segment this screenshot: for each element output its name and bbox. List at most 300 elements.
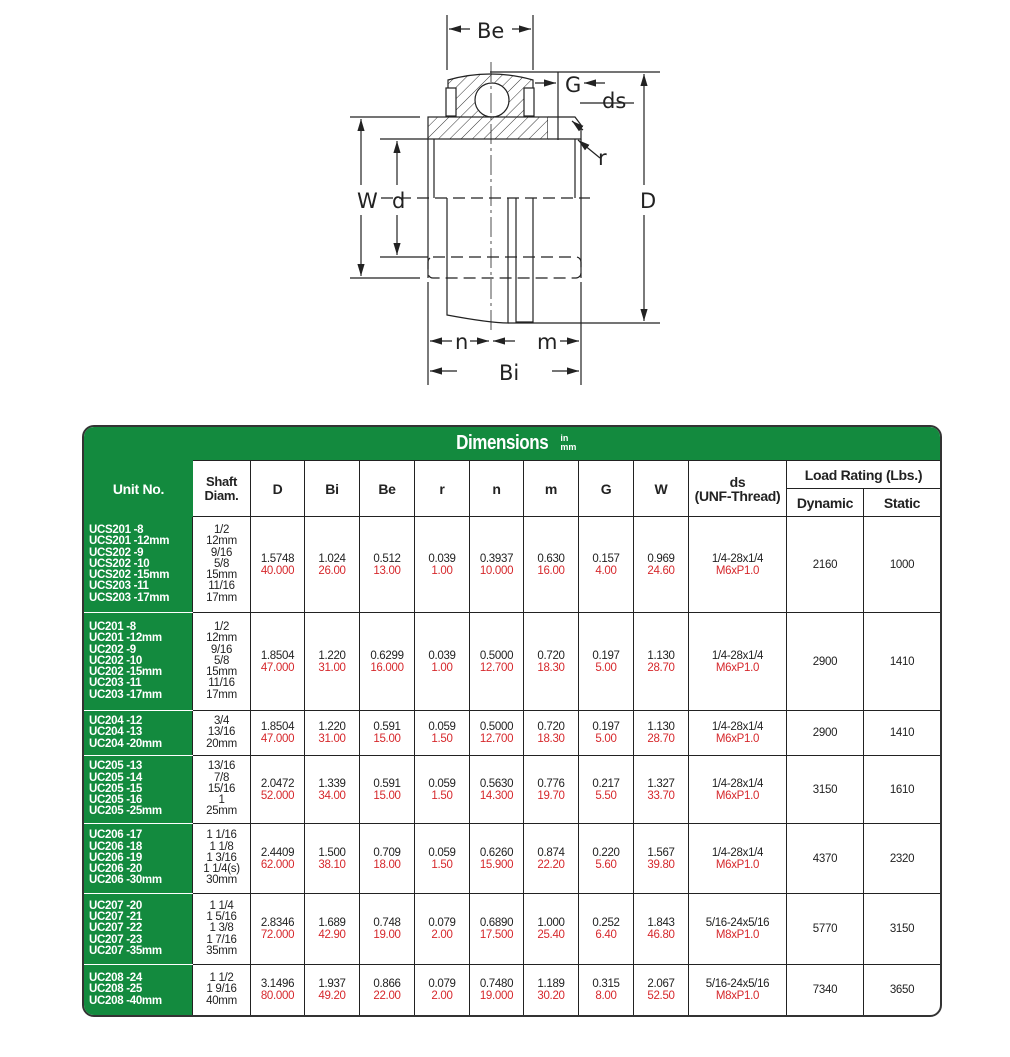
shaft-diam-cell bbox=[193, 965, 251, 1016]
cell-static: 1410 bbox=[864, 711, 941, 756]
value-mm: 33.70 bbox=[647, 789, 675, 802]
unit-no: UC202 -10 bbox=[89, 654, 142, 667]
value-inch: 0.059 bbox=[428, 721, 456, 733]
shaft-diam: 13/16 bbox=[207, 760, 236, 773]
unit-no: UC202 -9 bbox=[89, 643, 136, 656]
value-mm: 80.000 bbox=[260, 990, 295, 1002]
ds-unf: 1/4-28x1/4 bbox=[711, 777, 764, 790]
value-inch: 2.067 bbox=[647, 978, 675, 990]
cell-dynamic: 2900 bbox=[787, 711, 864, 756]
cell-Bi bbox=[305, 894, 360, 965]
cell-m bbox=[524, 711, 579, 756]
cell-n bbox=[470, 824, 524, 894]
cell-Bi bbox=[305, 965, 360, 1016]
unit-no: UC204 -13 bbox=[89, 726, 142, 739]
value-mm: 25.40 bbox=[537, 929, 565, 941]
cell-r bbox=[415, 894, 470, 965]
value-inch: 1.689 bbox=[318, 917, 346, 929]
value-mm: 16.000 bbox=[370, 661, 404, 674]
shaft-diam: 1/2 bbox=[213, 524, 230, 537]
value-mm: 47.000 bbox=[260, 661, 295, 674]
unit-no: UC204 -12 bbox=[89, 715, 142, 728]
value-mm: 72.000 bbox=[260, 929, 295, 941]
unit-no: UC205 -13 bbox=[89, 760, 142, 773]
label-Be: Be bbox=[477, 19, 505, 43]
shaft-diam: 9/16 bbox=[210, 643, 233, 656]
header-n: n bbox=[470, 461, 524, 517]
unit-no: UC205 -14 bbox=[89, 771, 142, 784]
cell-W bbox=[634, 824, 689, 894]
value-inch: 0.874 bbox=[537, 846, 565, 859]
value-inch: 1.220 bbox=[318, 721, 346, 733]
cell-W bbox=[634, 711, 689, 756]
cell-r bbox=[415, 824, 470, 894]
value-mm: 15.00 bbox=[373, 733, 401, 745]
shaft-diam: 5/8 bbox=[213, 654, 230, 667]
header-dynamic: Dynamic bbox=[787, 489, 864, 517]
cell-n bbox=[470, 756, 524, 824]
value-inch: 1.130 bbox=[647, 721, 675, 733]
value-mm: 12.700 bbox=[479, 661, 514, 674]
value-inch: 1.937 bbox=[318, 978, 346, 990]
shaft-diam: 15/16 bbox=[207, 782, 236, 795]
unit-no: UC205 -16 bbox=[89, 794, 142, 807]
cell-W bbox=[634, 517, 689, 613]
ds-unf: 5/16-24x5/16 bbox=[705, 917, 770, 929]
value-mm: 10.000 bbox=[479, 564, 514, 577]
shaft-diam: 30mm bbox=[206, 874, 237, 887]
cell-m bbox=[524, 517, 579, 613]
shaft-diam: 1/2 bbox=[213, 621, 230, 634]
value-inch: 0.079 bbox=[428, 917, 456, 929]
cell-G bbox=[579, 517, 634, 613]
cell-n bbox=[470, 711, 524, 756]
value-inch: 2.4409 bbox=[260, 846, 295, 859]
value-mm: 2.00 bbox=[431, 929, 453, 941]
value-mm: 1.00 bbox=[431, 564, 453, 577]
unit-no: UC208 -40mm bbox=[89, 994, 162, 1007]
ds-unf: 1/4-28x1/4 bbox=[711, 649, 764, 662]
value-inch: 1.843 bbox=[647, 917, 675, 929]
value-inch: 0.252 bbox=[592, 917, 620, 929]
cell-D bbox=[251, 756, 305, 824]
value-inch: 0.6299 bbox=[370, 649, 404, 662]
cell-static: 3650 bbox=[864, 965, 941, 1016]
shaft-diam: 25mm bbox=[206, 805, 237, 818]
cell-Be bbox=[360, 711, 415, 756]
value-mm: 15.900 bbox=[479, 858, 514, 871]
value-inch: 0.5630 bbox=[479, 777, 514, 790]
value-mm: 16.00 bbox=[537, 564, 565, 577]
cell-D bbox=[251, 517, 305, 613]
value-inch: 3.1496 bbox=[260, 978, 295, 990]
table-title: Dimensions bbox=[455, 432, 548, 454]
table-row bbox=[85, 517, 941, 613]
unit-no: UCS203 -17mm bbox=[89, 591, 170, 604]
shaft-diam: 5/8 bbox=[213, 557, 230, 570]
ds-metric: M6xP1.0 bbox=[715, 661, 760, 674]
value-inch: 0.059 bbox=[428, 777, 456, 790]
value-inch: 0.720 bbox=[537, 721, 565, 733]
shaft-diam-cell bbox=[193, 517, 251, 613]
shaft-diam: 1 1/2 bbox=[209, 972, 234, 985]
shaft-diam: 3/4 bbox=[213, 715, 230, 728]
header-r: r bbox=[415, 461, 470, 517]
value-mm: 22.20 bbox=[537, 858, 565, 871]
seal-left bbox=[446, 88, 456, 116]
value-inch: 1.000 bbox=[537, 917, 565, 929]
value-inch: 1.500 bbox=[318, 846, 346, 859]
cell-G bbox=[579, 965, 634, 1016]
label-d: d bbox=[392, 189, 406, 213]
unit-no: UC207 -20 bbox=[89, 899, 142, 912]
value-mm: 52.000 bbox=[260, 789, 295, 802]
value-inch: 1.130 bbox=[647, 649, 675, 662]
value-mm: 18.00 bbox=[373, 858, 401, 871]
cell-Bi bbox=[305, 711, 360, 756]
unit-no: UC208 -25 bbox=[89, 983, 142, 996]
unit-no: UC207 -21 bbox=[89, 911, 142, 924]
header-unit-no: Unit No. bbox=[85, 461, 193, 517]
ds-metric: M6xP1.0 bbox=[715, 858, 760, 871]
label-G: G bbox=[565, 73, 582, 97]
value-mm: 49.20 bbox=[318, 990, 346, 1002]
cell-G bbox=[579, 756, 634, 824]
value-inch: 2.8346 bbox=[260, 917, 295, 929]
ds-metric: M8xP1.0 bbox=[715, 990, 760, 1002]
value-mm: 31.00 bbox=[318, 661, 346, 674]
table-row bbox=[85, 756, 941, 824]
value-inch: 0.079 bbox=[428, 978, 456, 990]
table-row bbox=[85, 824, 941, 894]
shaft-diam: 17mm bbox=[206, 688, 237, 701]
value-inch: 0.591 bbox=[373, 777, 401, 790]
value-mm: 14.300 bbox=[479, 789, 514, 802]
cell-Be bbox=[360, 517, 415, 613]
value-mm: 5.50 bbox=[595, 789, 617, 802]
value-mm: 62.000 bbox=[260, 858, 295, 871]
unit-no: UC205 -15 bbox=[89, 782, 142, 795]
ds-metric: M6xP1.0 bbox=[715, 564, 760, 577]
cell-dynamic: 2900 bbox=[787, 613, 864, 711]
unit-no: UC203 -11 bbox=[89, 677, 142, 690]
cell-D bbox=[251, 965, 305, 1016]
units-inch: in bbox=[560, 433, 569, 443]
shaft-diam: 20mm bbox=[206, 737, 237, 750]
unit-no: UC201 -8 bbox=[89, 621, 136, 634]
cell-r bbox=[415, 965, 470, 1016]
cell-ds bbox=[689, 824, 787, 894]
header-ds bbox=[689, 461, 787, 517]
value-mm: 40.000 bbox=[260, 564, 295, 577]
inner-ring bbox=[428, 117, 548, 139]
value-mm: 13.00 bbox=[373, 564, 401, 577]
header-ds-sub: (UNF-Thread) bbox=[694, 487, 781, 504]
ds-metric: M6xP1.0 bbox=[715, 733, 760, 745]
unit-no: UC208 -24 bbox=[89, 972, 142, 985]
value-inch: 0.6260 bbox=[479, 846, 514, 859]
cell-n bbox=[470, 613, 524, 711]
cell-G bbox=[579, 894, 634, 965]
value-inch: 0.7480 bbox=[479, 978, 514, 990]
cell-W bbox=[634, 756, 689, 824]
cell-static: 1000 bbox=[864, 517, 941, 613]
value-inch: 1.024 bbox=[318, 552, 346, 565]
cell-ds bbox=[689, 756, 787, 824]
unit-no-cell bbox=[85, 711, 193, 756]
value-mm: 5.60 bbox=[595, 858, 617, 871]
unit-no-cell bbox=[85, 965, 193, 1016]
unit-no: UCS201 -12mm bbox=[89, 535, 170, 548]
value-mm: 19.00 bbox=[373, 929, 401, 941]
bearing-dimension-drawing bbox=[0, 0, 1010, 400]
label-W: W bbox=[357, 189, 378, 213]
unit-no: UCS202 -10 bbox=[89, 557, 150, 570]
units-legend bbox=[560, 434, 576, 452]
cell-Be bbox=[360, 756, 415, 824]
ds-unf: 1/4-28x1/4 bbox=[711, 721, 764, 733]
header-Bi: Bi bbox=[305, 461, 360, 517]
cell-Be bbox=[360, 824, 415, 894]
cell-ds bbox=[689, 894, 787, 965]
value-mm: 19.70 bbox=[537, 789, 565, 802]
value-mm: 31.00 bbox=[318, 733, 346, 745]
value-mm: 42.90 bbox=[318, 929, 346, 941]
value-mm: 52.50 bbox=[647, 990, 675, 1002]
cell-D bbox=[251, 711, 305, 756]
value-inch: 0.6890 bbox=[479, 917, 514, 929]
cell-static: 3150 bbox=[864, 894, 941, 965]
label-n: n bbox=[455, 330, 469, 354]
table-row bbox=[85, 965, 941, 1016]
shaft-diam: 12mm bbox=[206, 535, 237, 548]
value-inch: 0.709 bbox=[373, 846, 401, 859]
shaft-diam: 11/16 bbox=[208, 580, 235, 593]
value-inch: 1.567 bbox=[647, 846, 675, 859]
value-inch: 0.512 bbox=[373, 552, 401, 565]
ball bbox=[475, 83, 509, 117]
shaft-diam-cell bbox=[193, 711, 251, 756]
table-row bbox=[85, 711, 941, 756]
unit-no: UCS201 -8 bbox=[89, 524, 144, 537]
cell-G bbox=[579, 711, 634, 756]
unit-no: UC207 -22 bbox=[89, 922, 142, 935]
unit-no: UC206 -18 bbox=[89, 840, 142, 853]
cell-Bi bbox=[305, 824, 360, 894]
value-inch: 0.157 bbox=[592, 552, 620, 565]
value-inch: 0.197 bbox=[592, 721, 620, 733]
cell-static: 1610 bbox=[864, 756, 941, 824]
shaft-diam: 1 1/8 bbox=[209, 840, 234, 853]
value-mm: 18.30 bbox=[537, 733, 565, 745]
unit-no: UC206 -19 bbox=[89, 851, 142, 864]
seal-right bbox=[524, 88, 534, 116]
cell-dynamic: 5770 bbox=[787, 894, 864, 965]
cell-G bbox=[579, 613, 634, 711]
unit-no: UC204 -20mm bbox=[89, 737, 162, 750]
shaft-diam: 1 1/16 bbox=[206, 829, 237, 842]
value-inch: 0.969 bbox=[647, 552, 675, 565]
value-inch: 0.039 bbox=[428, 649, 456, 662]
ds-metric: M6xP1.0 bbox=[715, 789, 760, 802]
cell-m bbox=[524, 965, 579, 1016]
cell-static: 2320 bbox=[864, 824, 941, 894]
value-mm: 24.60 bbox=[647, 564, 675, 577]
cell-D bbox=[251, 824, 305, 894]
cell-r bbox=[415, 613, 470, 711]
shaft-diam: 35mm bbox=[206, 944, 237, 957]
value-inch: 1.189 bbox=[537, 978, 565, 990]
header-load-rating: Load Rating (Lbs.) bbox=[787, 461, 941, 489]
ds-unf: 1/4-28x1/4 bbox=[711, 846, 764, 859]
cell-static: 1410 bbox=[864, 613, 941, 711]
value-mm: 22.00 bbox=[373, 990, 401, 1002]
value-inch: 1.220 bbox=[318, 649, 346, 662]
table-row bbox=[85, 613, 941, 711]
cell-Bi bbox=[305, 613, 360, 711]
ds-unf: 5/16-24x5/16 bbox=[705, 978, 770, 990]
unit-no: UC202 -15mm bbox=[89, 666, 162, 679]
value-inch: 0.3937 bbox=[479, 552, 514, 565]
unit-no: UC207 -23 bbox=[89, 933, 142, 946]
value-mm: 18.30 bbox=[537, 661, 565, 674]
cell-dynamic: 3150 bbox=[787, 756, 864, 824]
ds-unf: 1/4-28x1/4 bbox=[711, 552, 764, 565]
cell-W bbox=[634, 965, 689, 1016]
shaft-diam: 1 1/4(s) bbox=[203, 863, 240, 876]
cell-r bbox=[415, 711, 470, 756]
shaft-diam: 9/16 bbox=[210, 546, 233, 559]
cell-m bbox=[524, 756, 579, 824]
cell-Be bbox=[360, 613, 415, 711]
cell-m bbox=[524, 824, 579, 894]
unit-no-cell bbox=[85, 824, 193, 894]
units-mm: mm bbox=[560, 442, 577, 452]
value-mm: 2.00 bbox=[431, 990, 453, 1002]
label-ds: ds bbox=[602, 89, 627, 113]
label-r: r bbox=[598, 146, 607, 170]
shaft-diam: 12mm bbox=[206, 632, 237, 645]
cell-Be bbox=[360, 965, 415, 1016]
value-mm: 12.700 bbox=[479, 733, 514, 745]
header-ds-label: ds bbox=[729, 473, 746, 490]
cell-ds bbox=[689, 711, 787, 756]
value-mm: 8.00 bbox=[595, 990, 617, 1002]
unit-no: UCS202 -15mm bbox=[89, 569, 170, 582]
value-inch: 0.217 bbox=[592, 777, 620, 790]
label-D: D bbox=[640, 189, 657, 213]
cell-m bbox=[524, 894, 579, 965]
shaft-diam: 13/16 bbox=[207, 726, 236, 739]
shaft-diam-cell bbox=[193, 613, 251, 711]
cell-n bbox=[470, 517, 524, 613]
value-mm: 47.000 bbox=[260, 733, 295, 745]
unit-no: UC205 -25mm bbox=[89, 805, 162, 818]
value-inch: 0.059 bbox=[428, 846, 456, 859]
value-inch: 0.776 bbox=[537, 777, 565, 790]
value-inch: 0.866 bbox=[373, 978, 401, 990]
unit-no: UC206 -20 bbox=[89, 863, 142, 876]
label-Bi: Bi bbox=[499, 361, 520, 385]
value-mm: 1.50 bbox=[431, 733, 453, 745]
value-mm: 26.00 bbox=[318, 564, 346, 577]
table-row bbox=[85, 894, 941, 965]
cell-dynamic: 4370 bbox=[787, 824, 864, 894]
header-m: m bbox=[524, 461, 579, 517]
shaft-diam: 11/16 bbox=[208, 677, 235, 690]
value-inch: 1.8504 bbox=[260, 721, 295, 733]
value-mm: 4.00 bbox=[595, 564, 617, 577]
unit-no: UC201 -12mm bbox=[89, 632, 162, 645]
header-G: G bbox=[579, 461, 634, 517]
shaft-diam-cell bbox=[193, 756, 251, 824]
cell-dynamic: 7340 bbox=[787, 965, 864, 1016]
value-inch: 0.748 bbox=[373, 917, 401, 929]
cell-m bbox=[524, 613, 579, 711]
shaft-diam: 1 1/4 bbox=[209, 899, 234, 912]
unit-no: UC206 -30mm bbox=[89, 874, 162, 887]
value-inch: 1.327 bbox=[647, 777, 675, 790]
shaft-diam: 1 3/8 bbox=[209, 922, 234, 935]
value-mm: 5.00 bbox=[595, 733, 617, 745]
value-mm: 1.50 bbox=[431, 858, 453, 871]
value-inch: 0.039 bbox=[428, 552, 456, 565]
unit-no-cell bbox=[85, 894, 193, 965]
value-mm: 39.80 bbox=[647, 858, 675, 871]
cell-Be bbox=[360, 894, 415, 965]
value-mm: 1.00 bbox=[431, 661, 453, 674]
cell-G bbox=[579, 824, 634, 894]
header-shaft-diam: Shaft Diam. bbox=[193, 461, 251, 517]
unit-no: UC206 -17 bbox=[89, 829, 142, 842]
value-mm: 17.500 bbox=[479, 929, 514, 941]
value-inch: 0.220 bbox=[592, 846, 620, 859]
table-body bbox=[85, 517, 941, 1016]
value-mm: 1.50 bbox=[431, 789, 453, 802]
unit-no: UCS203 -11 bbox=[89, 580, 149, 593]
value-inch: 0.5000 bbox=[479, 649, 514, 662]
shaft-diam: 40mm bbox=[206, 994, 237, 1007]
value-mm: 30.20 bbox=[537, 990, 565, 1002]
shaft-diam: 1 3/16 bbox=[206, 851, 237, 864]
value-mm: 19.000 bbox=[479, 990, 514, 1002]
value-mm: 28.70 bbox=[647, 661, 675, 674]
value-mm: 5.00 bbox=[595, 661, 617, 674]
value-inch: 1.5748 bbox=[260, 552, 295, 565]
header-static: Static bbox=[864, 489, 941, 517]
shaft-diam: 1 bbox=[218, 794, 225, 807]
header-W: W bbox=[634, 461, 689, 517]
shaft-diam: 1 7/16 bbox=[206, 933, 237, 946]
unit-no-cell bbox=[85, 756, 193, 824]
cell-Bi bbox=[305, 517, 360, 613]
cell-dynamic: 2160 bbox=[787, 517, 864, 613]
cell-ds bbox=[689, 613, 787, 711]
label-m: m bbox=[537, 330, 558, 354]
table-title-band bbox=[84, 427, 940, 460]
value-mm: 15.00 bbox=[373, 789, 401, 802]
cell-ds bbox=[689, 517, 787, 613]
dimensions-table bbox=[84, 460, 941, 1016]
shaft-diam: 17mm bbox=[206, 591, 237, 604]
value-mm: 6.40 bbox=[595, 929, 617, 941]
shaft-diam-cell bbox=[193, 894, 251, 965]
shaft-diam: 1 5/16 bbox=[206, 911, 237, 924]
header-D: D bbox=[251, 461, 305, 517]
value-inch: 1.339 bbox=[318, 777, 346, 790]
cell-ds bbox=[689, 965, 787, 1016]
value-mm: 34.00 bbox=[318, 789, 346, 802]
